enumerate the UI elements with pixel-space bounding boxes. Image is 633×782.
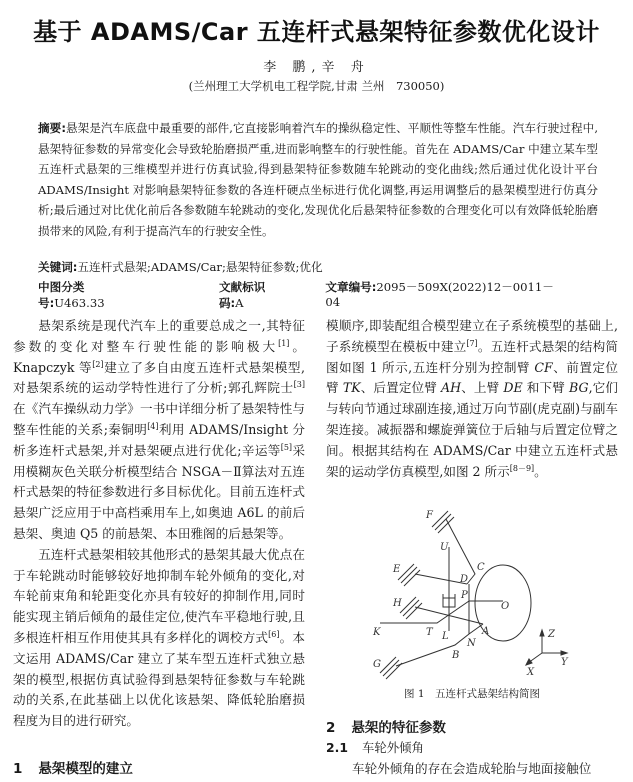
camber-paragraph-start: 车轮外倾角的存在会造成轮胎与地面接触位 — [352, 761, 592, 776]
citation: [2] — [92, 359, 104, 369]
label-x: X — [527, 667, 535, 678]
mount-f-hatch — [432, 511, 454, 533]
model-paragraph — [326, 316, 618, 482]
subsection-number: 2.1 — [326, 740, 348, 755]
section-2-heading — [326, 716, 446, 736]
mount-e-hatch — [398, 564, 420, 586]
text-run: 、上臂 — [461, 380, 504, 396]
label-y: Y — [561, 657, 568, 668]
label-u: U — [440, 542, 449, 553]
section-title: 悬架模型的建立 — [38, 761, 133, 777]
label-a: A — [482, 626, 490, 637]
affiliation: (兰州理工大学机电工程学院,甘肃 兰州 730050) — [188, 79, 445, 93]
text-run: 和下臂 — [522, 380, 570, 396]
section-number: 1 — [13, 761, 23, 777]
article-number-value: 2095－509X(2022)12－0011－04 — [325, 280, 554, 309]
citation: [3] — [293, 380, 305, 390]
text-run: 。Knapczyk 等 — [13, 338, 306, 375]
text-run: 模顺序,即装配组合模型建立在子系统模型的基础上,子系统模型在模板中建立 — [326, 318, 618, 354]
label-t: T — [426, 627, 433, 638]
section-title: 悬架的特征参数 — [351, 720, 446, 736]
var-de: DE — [503, 380, 523, 396]
var-ah: AH — [441, 380, 462, 396]
var-bg: BG — [569, 380, 589, 396]
text-run: 。 — [534, 463, 547, 479]
text-run: 、前置定位臂 — [326, 359, 619, 396]
doc-code-label: 文献标识码: — [218, 280, 266, 310]
abstract-label: 摘要: — [38, 121, 66, 135]
left-column — [13, 316, 305, 732]
intro-paragraph-2 — [13, 545, 305, 732]
text-run: 建立了多自由度五连杆式悬架模型,对悬架系统的运动学特性进行了分析;郭孔辉院士 — [13, 359, 305, 396]
article-number-label: 文章编号: — [325, 280, 377, 294]
label-c: C — [477, 562, 485, 573]
text-run: 、后置定位臂 — [360, 380, 442, 396]
label-d: D — [460, 574, 469, 585]
text-run: 。本文运用 ADAMS/Car 建立了某车型五连杆式独立悬架的模型,根据仿真试验得到悬架特征参数与车轮跳动的关系,在此基础上以优化该悬架、降低轮胎磨损程度为目的进行研究。 — [13, 629, 306, 729]
article-number — [325, 279, 560, 311]
text-run: 在《汽车操纵动力学》一书中详细分析了悬架特性与整车性能的关系;秦铜明 — [13, 401, 305, 437]
citation: [6] — [268, 629, 280, 639]
var-cf: CF — [534, 359, 553, 375]
text-run: 采用模糊灰色关联分析模型结合 NSGA－Ⅱ算法对五连杆式悬架的特征参数进行多目标优化。目前五连杆式悬架广泛应用于中高档乘用车上,如奥迪 A6L 的前后悬架、奥迪 Q5 的前悬架、本田雅阁的后悬架等。 — [13, 442, 306, 541]
right-column — [326, 316, 618, 482]
abstract-text: 悬架是汽车底盘中最重要的部件,它直接影响着汽车的操纵稳定性、平顺性等整车性能。汽车行驶过程中,悬架特征参数的异常变化会导致轮胎磨损严重,进而影响整车的行驶性能。首先在 ADAMS/Car 中建立某车型五连杆式悬架的三维模型并进行仿真试验,得到悬架特征参数随车轮跳动的变化曲线;然后通过优化设计平台 ADAMS/Insight 对影响悬架特征参数的各连杆硬点坐标进行优化调整,再运用调整后的悬架模型进行仿真分析;最后通过对比优化前后各参数随车轮跳动的变化,发现优化后悬架特征参数的合理变化可以有效降低轮胎磨损带来的风险,有利于提高汽车的行驶安全性。 — [38, 121, 598, 238]
label-z: Z — [548, 629, 555, 640]
citation: [1] — [278, 338, 290, 348]
clc-value: U463.33 — [54, 296, 105, 310]
text-run: 悬架系统是现代汽车上的重要总成之一,其特征参数的变化对整车行驶性能的影响极大 — [13, 318, 305, 354]
section-1-heading — [13, 757, 133, 777]
section-number: 2 — [326, 720, 336, 736]
citation: [4] — [147, 421, 159, 431]
doc-code-value: A — [235, 296, 244, 310]
citation: [8－9] — [509, 463, 535, 473]
text-run: 利用 ADAMS/Insight 分析多连杆式悬架,并对悬架硬点进行优化;辛运等 — [13, 421, 305, 458]
figure-1-diagram — [355, 500, 615, 685]
var-tk: TK — [342, 380, 361, 396]
figure-1-caption: 图 1 五连杆式悬架结构简图 — [403, 688, 541, 700]
clc-number — [38, 279, 147, 311]
intro-paragraph-1 — [13, 316, 305, 545]
subsection-2-1-heading — [326, 738, 424, 756]
paper-title: 基于 ADAMS/Car 五连杆式悬架特征参数优化设计 — [33, 18, 600, 46]
citation: [7] — [466, 338, 478, 348]
clc-label: 中图分类号: — [38, 280, 85, 310]
mount-g-hatch — [380, 657, 402, 679]
article-meta — [38, 279, 598, 311]
label-o: O — [501, 601, 510, 612]
keywords-text: 五连杆式悬架;ADAMS/Car;悬架特征参数;优化 — [77, 260, 323, 274]
label-b: B — [452, 650, 460, 661]
abstract — [38, 118, 598, 241]
suspension-diagram — [355, 500, 615, 685]
doc-code — [219, 279, 287, 311]
label-n: N — [467, 638, 476, 649]
label-f: F — [426, 510, 433, 521]
label-e: E — [393, 564, 401, 575]
subsection-title: 车轮外倾角 — [361, 740, 424, 755]
label-l: L — [442, 631, 449, 642]
keywords — [38, 259, 323, 275]
citation: [5] — [280, 442, 293, 452]
label-g: G — [373, 659, 381, 670]
label-h: H — [393, 598, 402, 609]
label-k: K — [373, 627, 381, 638]
text-run: 。五连杆式悬架的结构简图如图 1 所示,五连杆分别为控制臂 — [326, 338, 619, 375]
authors: 李 鹏,辛 舟 — [263, 60, 370, 75]
label-p: P — [461, 590, 468, 601]
text-run: ,它们与转向节通过球副连接,通过万向节副(虎克副)与副车架连接。减振器和螺旋弹簧位于后轴与后置定位臂之间。根据其结构在 ADAMS/Car 中建立五连杆式悬架的运动学仿真模型,如图 2 所示 — [326, 380, 618, 479]
keywords-label: 关键词: — [38, 260, 78, 274]
text-run: 五连杆式悬架相较其他形式的悬架其最大优点在于车轮跳动时能够较好地抑制车轮外倾角的变化,对车轮前束角和轮距变化亦具有较好的抑制作用,同时能实现主销后倾角的最佳定位,使汽车平稳地行驶,且多根连杆相互作用使其具有多样化的调校方式 — [13, 546, 305, 645]
